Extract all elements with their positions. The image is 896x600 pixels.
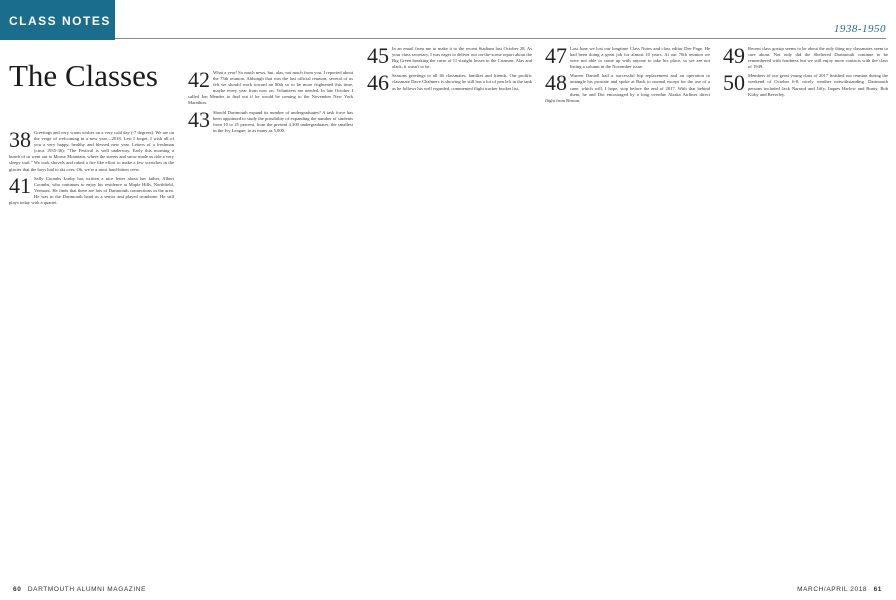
class-year: 46 <box>367 70 389 96</box>
class-entry-50 <box>723 70 888 97</box>
class-entry-38 <box>9 130 174 173</box>
footer-left <box>9 586 146 593</box>
column-1 <box>9 130 174 578</box>
class-year: 48 <box>545 70 567 96</box>
issue-date: MARCH/APRIL 2018 <box>797 586 868 593</box>
column-2 <box>188 70 353 576</box>
class-year: 43 <box>188 106 210 132</box>
column-4 <box>545 46 710 576</box>
class-year: 45 <box>367 46 389 68</box>
class-entry-45 <box>367 46 532 70</box>
class-entry-41 <box>9 172 174 206</box>
entry-text: Greetings and very warm wishes on a very cold day (-7 degrees). We are on the verge of welcoming in a new year—2018. Lest I forget, I wish all of you a very happy, healthy and blessed new year. Letters of a freshman (circa 1935-36): "The Festival is well underway. Early this morning a bunch of us went out to Moose Mountain, where the streets and snow made us ride a very sleepy trail." We took shovels and raked a fire like effort to make a few scratches in the glacier that the boys had to ski over. Oh, we're a most hard-bitten crew. <box>9 130 174 172</box>
publication-name: DARTMOUTH ALUMNI MAGAZINE <box>27 586 147 593</box>
class-year: 49 <box>723 46 745 68</box>
entry-text: Should Dartmouth expand its number of undergraduates? A task force has been appointed to study the possibility of expanding the number of students from 10 to 25 percent, from the present 4,300 undergraduates, the smallest in the Ivy League, to as many as 5,000. <box>213 109 353 133</box>
page-footer <box>0 580 896 600</box>
entry-text: Recent class gossip seems to be about the only thing my classmates seem to care about. Not only did the Sheltered Dartmouth continue to be remembered with fondness but we still enjoy more contacts with the class of 1949. <box>748 46 888 70</box>
entry-text: In an email from me to make it to the recent Stadium last October 28. As your class secretary, I was eager to deliver our on-the-scene report about the Big Green breaking the curse of 11 straight losses to the Crimson. Alas and alack, it wasn't to be. <box>392 46 532 70</box>
section-banner: CLASS NOTES <box>0 0 115 40</box>
class-year: 50 <box>723 70 745 96</box>
column-3 <box>367 46 532 576</box>
class-year: 42 <box>188 70 210 92</box>
column-5 <box>723 46 888 576</box>
class-entry-49 <box>723 46 888 70</box>
class-entry-47 <box>545 46 710 70</box>
page-number-right: 61 <box>873 586 882 593</box>
page-title: The Classes <box>9 58 158 93</box>
footer-right <box>797 586 886 593</box>
header-rule <box>115 38 886 39</box>
year-range: 1938-1950 <box>833 23 886 35</box>
class-entry-42 <box>188 70 353 107</box>
entry-text: Warren Daniell had a successful hip replacement and an operation to untangle his prostate and spoke at Back to normal except for the use of a cane, which will, I hope, stop before the end of 2017. With that behind them, he and Dot encouraged by a long overdue Alaska Airlines direct flight from Boston. <box>545 73 710 103</box>
class-year: 38 <box>9 130 31 152</box>
entry-text: Last June we lost our longtime Class Notes and class editor Dee Page. He had been doing a great job for almost 10 years. At our 70th reunion we were not able to come up with anyone to take his place, so we are not listing a column in the November issue. <box>570 46 710 70</box>
entry-text: Seasons greetings to all 46 classmates, families and friends. Our prolific classmate Dave Chalmers is showing he still has a lot of pen left in the tank as he follows his well regarded, commented flight tracker bucket list. <box>392 73 532 91</box>
class-year: 41 <box>9 172 31 198</box>
class-entry-46 <box>367 70 532 96</box>
class-entry-43 <box>188 106 353 134</box>
class-year: 47 <box>545 46 567 68</box>
page-number-left: 60 <box>13 586 22 593</box>
entry-text: Members of our great young class of 2017 finished our reunion during the weekend of October 6-8, nicely weather notwithstanding. Dartmouth persons included Jack Narrard and Jiffy, Jaques Harlow and Bunty, Bob Kirby and Beverley. <box>748 73 888 97</box>
entry-text: Sally Coombs Lusby has written a nice letter about her father, Albert Coombs, who continues to enjoy his residence at Maple Hills, Northfield, Vermont. He finds that there are lots of Dartmouth connections in the area. He was in the Dartmouth band as a senior and played trombone. He still plays today with a quartet. <box>9 175 174 206</box>
entry-text: What a year! So much news, but, alas, not much from you. I reported about the 75th reunion. Although that was the last official reunion, several of us felt we should work toward an 80th so to be more frightened this time, maybe every year from now on. Volunteers are needed. In late October I called Jon Mendes to find out if he would be coming to the November New York Marathon. <box>188 70 353 106</box>
class-entry-48 <box>545 70 710 103</box>
